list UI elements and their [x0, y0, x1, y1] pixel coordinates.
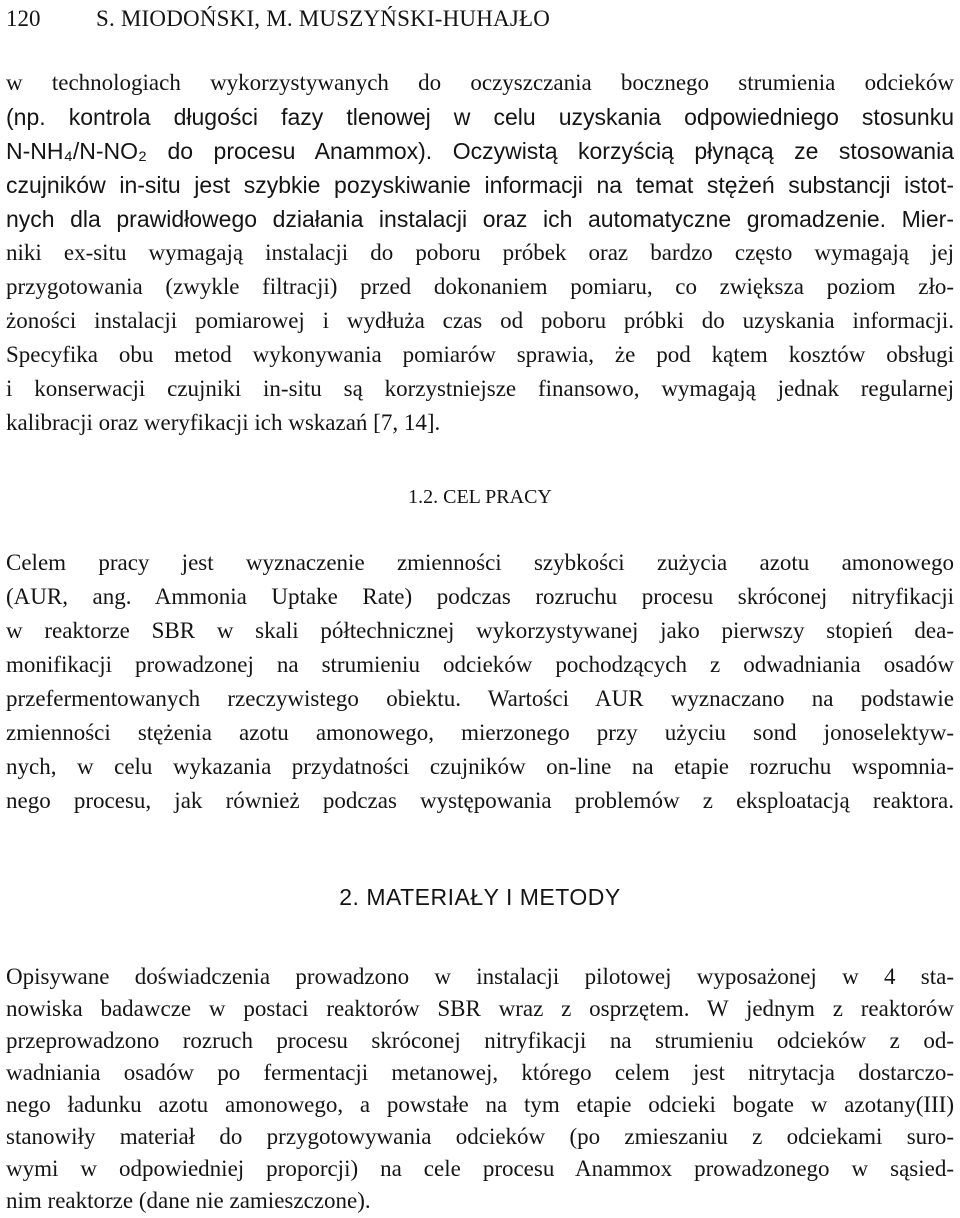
page-number: 120	[6, 6, 41, 31]
text-line: (AUR, ang. Ammonia Uptake Rate) podczas rozruchu procesu skróconej nitryfikacji	[6, 584, 954, 609]
text-line: (np. kontrola długości fazy tlenowej w celu uzyskania odpowiedniego stosunku	[6, 104, 954, 130]
running-title: S. MIODOŃSKI, M. MUSZYŃSKI-HUHAJŁO	[96, 6, 551, 31]
text-line: wymi w odpowiedniej proporcji) na cele procesu Anammox prowadzonego w sąsied-	[6, 1156, 954, 1181]
text-line: nego ładunku azotu amonowego, a powstałe na tym etapie odcieki bogate w azotany(III)	[6, 1092, 954, 1117]
text-line: czujników in-situ jest szybkie pozyskiwanie informacji na temat stężeń substancji istot-	[6, 172, 954, 198]
text-line: przefermentowanych rzeczywistego obiektu. Wartości AUR wyznaczano na podstawie	[6, 686, 954, 711]
text-line: nego procesu, jak również podczas występowania problemów z eksploatacją reaktora.	[6, 788, 954, 813]
text-line: Specyfika obu metod wykonywania pomiarów sprawia, że pod kątem kosztów obsługi	[6, 342, 954, 367]
text-line: nych, w celu wykazania przydatności czujników on-line na etapie rozruchu wspomnia-	[6, 754, 954, 779]
text-line: wadniania osadów po fermentacji metanowej, którego celem jest nitrytacja dostarczo-	[6, 1060, 954, 1085]
section-heading-2: 2. MATERIAŁY I METODY	[339, 884, 621, 910]
text-line: monifikacji prowadzonej na strumieniu odcieków pochodzących z odwadniania osadów	[6, 652, 954, 677]
text-line: niki ex-situ wymagają instalacji do poboru próbek oraz bardzo często wymagają jej	[6, 240, 954, 265]
text-line: przygotowania (zwykle filtracji) przed dokonaniem pomiaru, co zwiększa poziom zło-	[6, 274, 954, 299]
text-line: i konserwacji czujniki in-situ są korzystniejsze finansowo, wymagają jednak regularnej	[6, 376, 954, 401]
text-line: w reaktorze SBR w skali półtechnicznej wykorzystywanej jako pierwszy stopień dea-	[6, 618, 954, 643]
text-line: w technologiach wykorzystywanych do oczyszczania bocznego strumienia odcieków	[6, 70, 954, 95]
text-line: kalibracji oraz weryfikacji ich wskazań [7, 14].	[6, 410, 441, 435]
text-line: stanowiły materiał do przygotowywania odcieków (po zmieszaniu z odciekami suro-	[6, 1124, 954, 1149]
text-line: żoności instalacji pomiarowej i wydłuża czas od poboru próbki do uzyskania informacji.	[6, 308, 954, 333]
section-heading-1-2: 1.2. CEL PRACY	[408, 486, 552, 508]
text-line: zmienności stężenia azotu amonowego, mierzonego przy użyciu sond jonoselektyw-	[6, 720, 954, 745]
text-line: nowiska badawcze w postaci reaktorów SBR wraz z osprzętem. W jednym z reaktorów	[6, 996, 954, 1021]
text-line: Celem pracy jest wyznaczenie zmienności szybkości zużycia azotu amonowego	[6, 550, 954, 575]
text-line: Opisywane doświadczenia prowadzono w instalacji pilotowej wyposażonej w 4 sta-	[6, 964, 954, 989]
text-line: nych dla prawidłowego działania instalacji oraz ich automatyczne gromadzenie. Mier-	[6, 206, 954, 232]
text-line: nim reaktorze (dane nie zamieszczone).	[6, 1188, 371, 1213]
text-line: przeprowadzono rozruch procesu skróconej nitryfikacji na strumieniu odcieków z od-	[6, 1028, 954, 1053]
text-line: N-NH₄/N-NO₂ do procesu Anammox). Oczywistą korzyścią płynącą ze stosowania	[6, 138, 954, 164]
running-header	[6, 4, 954, 34]
